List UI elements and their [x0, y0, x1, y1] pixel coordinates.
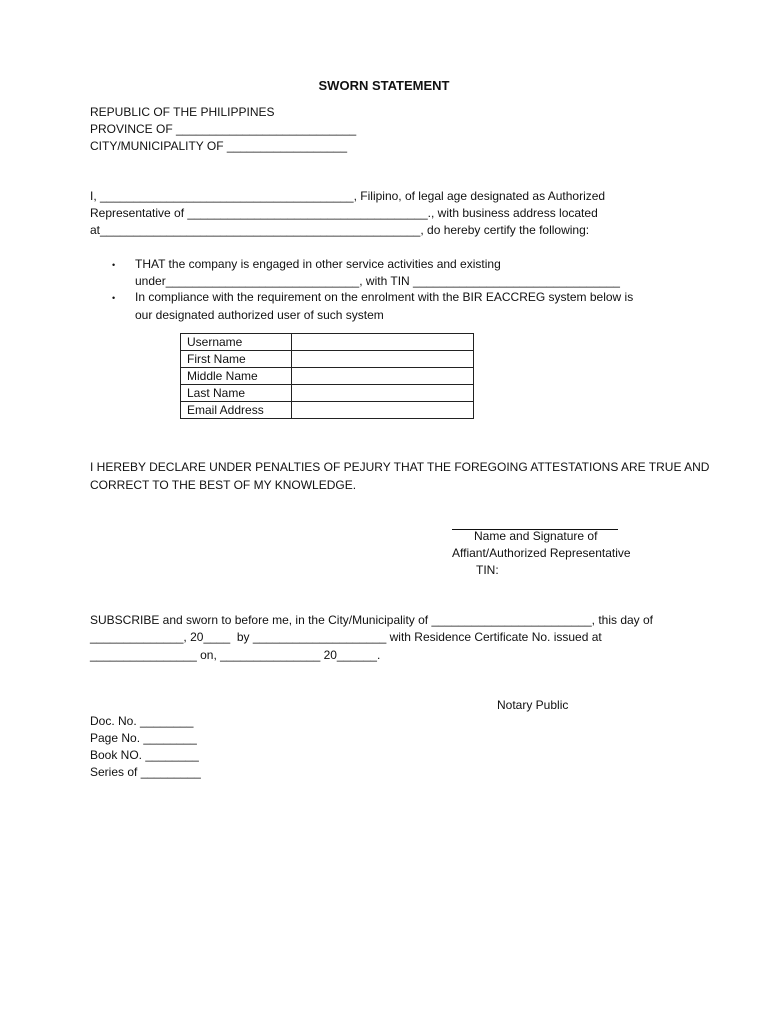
page-no: Page No. ________	[90, 731, 197, 745]
book-no: Book NO. ________	[90, 748, 199, 762]
declaration-line-2: CORRECT TO THE BEST OF MY KNOWLEDGE.	[90, 478, 357, 492]
first-name-label: First Name	[181, 351, 292, 368]
last-name-label: Last Name	[181, 385, 292, 402]
middle-name-label: Middle Name	[181, 368, 292, 385]
intro-line-3: at________________________________________________, do hereby certify the following:	[90, 223, 590, 237]
subscribe-line-1: SUBSCRIBE and sworn to before me, in the City/Municipality of ________________________, this day of	[90, 613, 654, 627]
series-of: Series of _________	[90, 765, 201, 779]
signature-caption-2: Affiant/Authorized Representative	[452, 546, 631, 560]
bullet-icon: •	[112, 293, 116, 303]
table-row	[181, 334, 474, 351]
last-name-value	[292, 385, 474, 402]
intro-line-2: Representative of ____________________________________., with business address located	[90, 206, 598, 220]
header-republic: REPUBLIC OF THE PHILIPPINES	[90, 105, 275, 119]
authorized-user-table	[180, 333, 474, 419]
signature-tin: TIN:	[476, 563, 499, 577]
doc-no: Doc. No. ________	[90, 714, 194, 728]
bullet-icon: •	[112, 260, 116, 270]
header-city: CITY/MUNICIPALITY OF __________________	[90, 139, 348, 153]
bullet-2-line-1: In compliance with the requirement on the enrolment with the BIR EACCREG system below is	[135, 290, 634, 304]
header-province: PROVINCE OF ___________________________	[90, 122, 357, 136]
email-address-label: Email Address	[181, 402, 292, 419]
bullet-1-line-2: under_____________________________, with TIN _______________________________	[135, 274, 620, 288]
first-name-value	[292, 351, 474, 368]
table-row	[181, 368, 474, 385]
declaration-line-1: I HEREBY DECLARE UNDER PENALTIES OF PEJURY THAT THE FOREGOING ATTESTATIONS ARE TRUE AND	[90, 460, 710, 474]
bullet-1-line-1: THAT the company is engaged in other service activities and existing	[135, 257, 501, 271]
document-title: SWORN STATEMENT	[318, 78, 450, 93]
middle-name-value	[292, 368, 474, 385]
table-row	[181, 351, 474, 368]
email-address-value	[292, 402, 474, 419]
username-label: Username	[181, 334, 292, 351]
signature-caption-1: Name and Signature of	[474, 529, 598, 543]
table-row	[181, 402, 474, 419]
bullet-2-line-2: our designated authorized user of such system	[135, 308, 384, 322]
notary-public-label: Notary Public	[497, 698, 569, 712]
subscribe-line-3: ________________ on, _______________ 20______.	[90, 648, 381, 662]
subscribe-line-2: ______________, 20____ by ____________________ with Residence Certificate No. issued at	[90, 630, 602, 644]
table-row	[181, 385, 474, 402]
username-value	[292, 334, 474, 351]
intro-line-1: I, ______________________________________, Filipino, of legal age designated as Authorized	[90, 189, 606, 203]
